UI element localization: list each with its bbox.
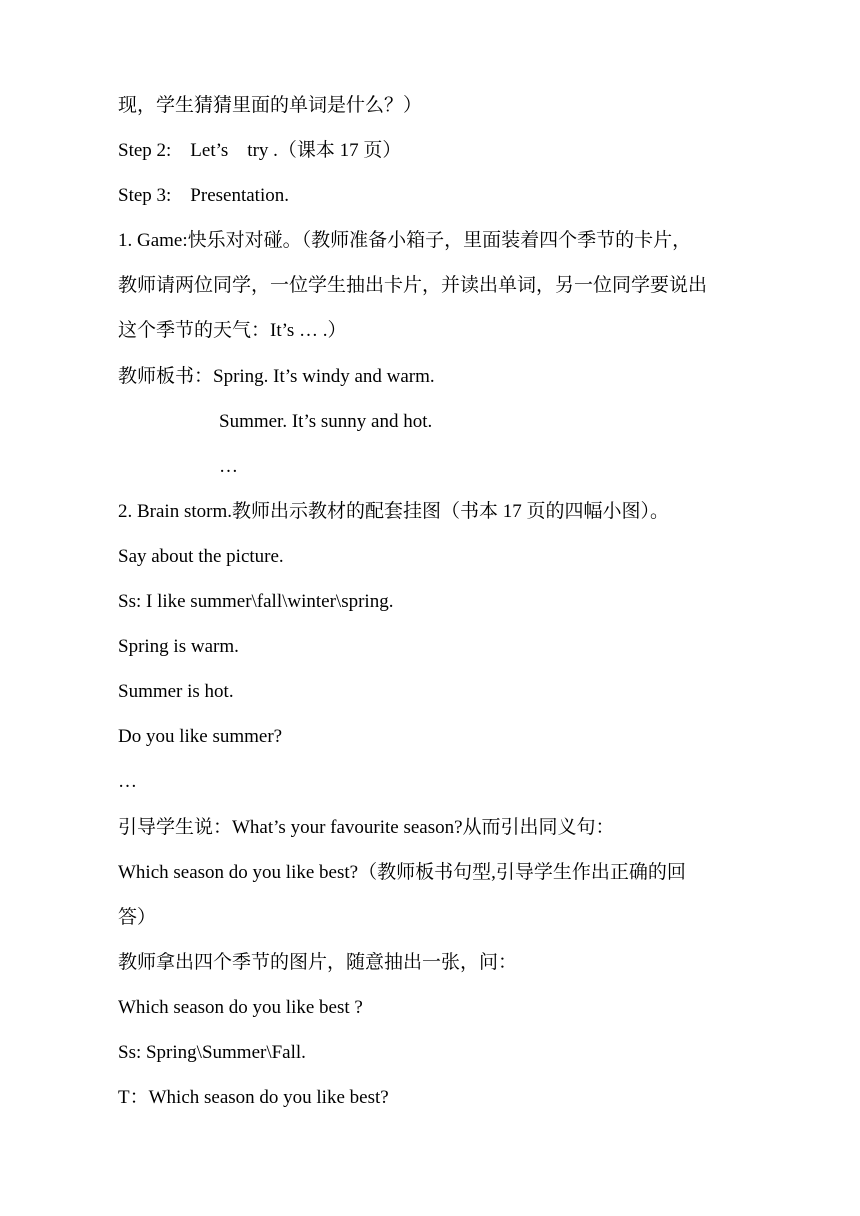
text-line: T：Which season do you like best? <box>118 1087 389 1108</box>
text-line: 这个季节的天气：It’s … .） <box>118 320 347 341</box>
text-line: 教师请两位同学，一位学生抽出卡片，并读出单词，另一位同学要说出 <box>118 275 708 296</box>
text-line: 引导学生说：What’s your favourite season?从而引出同义句： <box>118 817 615 838</box>
text-line: Summer is hot. <box>118 681 234 702</box>
text-line: Do you like summer? <box>118 726 283 747</box>
text-line: Spring is warm. <box>118 636 239 657</box>
text-line: Which season do you like best?（教师板书句型,引导学生作出正确的回 <box>118 862 686 883</box>
text-line: Ss: I like summer\fall\winter\spring. <box>118 591 394 612</box>
text-line: Ss: Spring\Summer\Fall. <box>118 1042 306 1063</box>
text-line: Say about the picture. <box>118 546 284 567</box>
text-line: 答） <box>118 907 157 928</box>
text-line: 现，学生猜猜里面的单词是什么？） <box>118 95 423 116</box>
text-line: 1. Game:快乐对对碰。（教师准备小箱子，里面装着四个季节的卡片， <box>118 230 692 251</box>
text-line: 教师板书：Spring. It’s windy and warm. <box>118 366 435 387</box>
text-line: Summer. It’s sunny and hot. <box>219 411 433 432</box>
text-line: … <box>118 771 137 792</box>
text-line: Which season do you like best ? <box>118 997 363 1018</box>
text-line: … <box>219 456 238 477</box>
text-line: 教师拿出四个季节的图片，随意抽出一张，问： <box>118 952 518 973</box>
text-line: Step 3: Presentation. <box>118 185 289 206</box>
text-line: Step 2: Let’s try .（课本 17 页） <box>118 140 402 161</box>
text-line: 2. Brain storm.教师出示教材的配套挂图（书本 17 页的四幅小图）。 <box>118 501 669 522</box>
